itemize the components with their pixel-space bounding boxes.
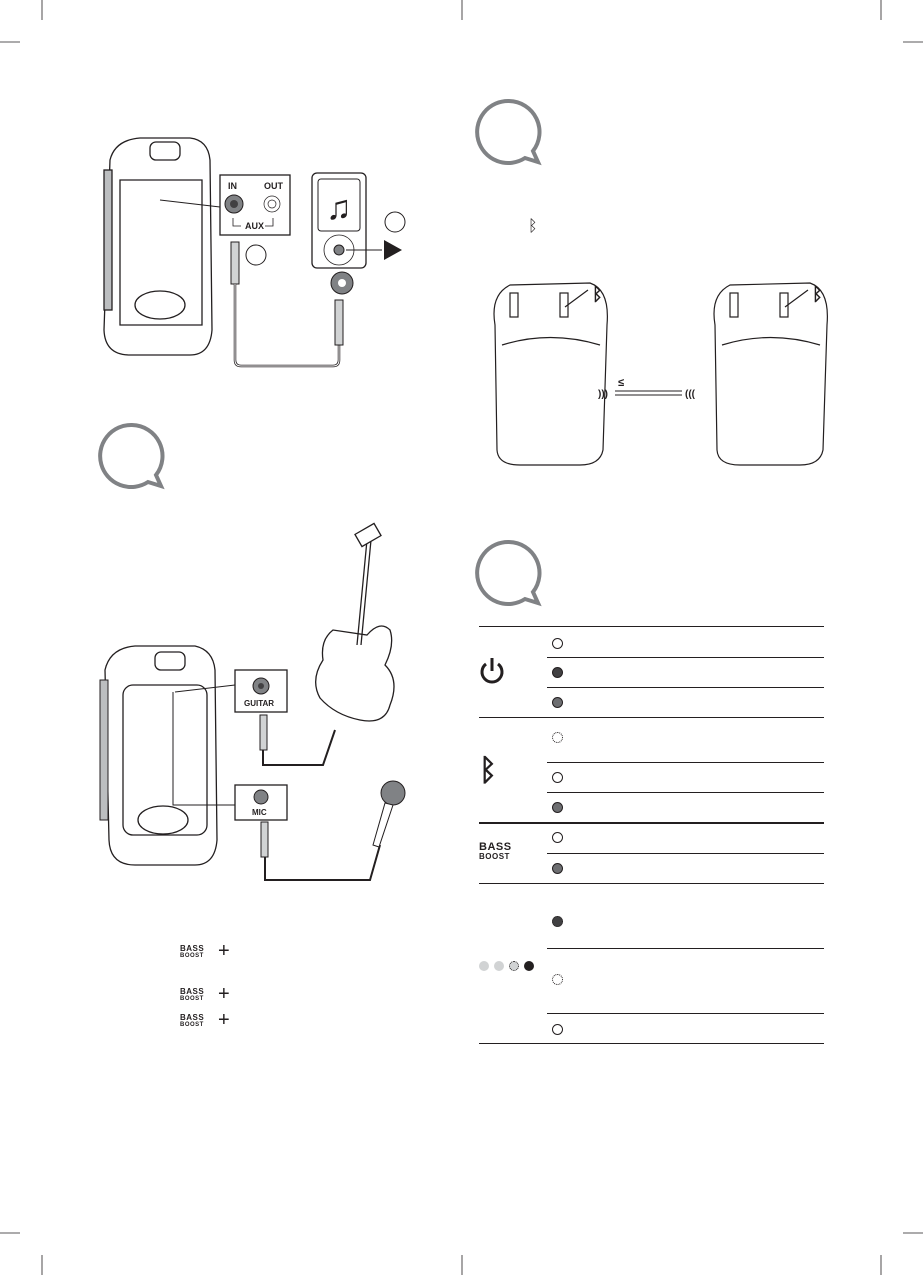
led-flashing-icon xyxy=(552,974,563,985)
bass-label: BASS xyxy=(180,944,205,953)
microphone-icon xyxy=(373,781,405,847)
aux-out-label: OUT xyxy=(264,181,283,191)
led-off-icon xyxy=(552,1024,563,1035)
bass-boost-step-3 xyxy=(180,1014,204,1028)
plus-icon: + xyxy=(218,1009,230,1031)
speech-bubble-icon xyxy=(97,421,167,491)
guitar-icon xyxy=(316,523,394,721)
led-dark-icon xyxy=(552,667,563,678)
led-off-icon xyxy=(552,832,563,843)
bass-label: BASS xyxy=(180,1013,205,1022)
boost-label: BOOST xyxy=(180,996,204,1002)
mic-jack-label: MIC xyxy=(252,808,267,817)
led-gray-icon xyxy=(552,863,563,874)
guitar-jack-label: GUITAR xyxy=(244,699,275,708)
aux-connection-illustration xyxy=(90,130,420,380)
bluetooth-icon: ᛒ xyxy=(528,218,538,235)
party-link-illustration xyxy=(480,275,840,470)
music-note-icon: ♫ xyxy=(326,189,352,227)
led-flashing-dark-icon xyxy=(552,916,563,927)
boost-label: BOOST xyxy=(180,1022,204,1028)
bass-label: BASS xyxy=(479,841,512,853)
bass-boost-step-1 xyxy=(180,945,204,959)
led-gray-icon xyxy=(552,697,563,708)
plus-icon: + xyxy=(218,983,230,1005)
aux-label: AUX xyxy=(245,221,265,231)
speech-bubble-icon xyxy=(474,538,544,608)
power-icon xyxy=(479,656,505,686)
boost-label: BOOST xyxy=(479,852,510,861)
signal-waves-icon: ((( xyxy=(685,389,695,400)
led-gray-icon xyxy=(552,802,563,813)
boost-label: BOOST xyxy=(180,953,204,959)
bass-label: BASS xyxy=(180,987,205,996)
speech-bubble-icon xyxy=(474,97,544,167)
signal-waves-icon: ))) xyxy=(598,389,608,400)
speaker-illustration xyxy=(104,138,212,355)
play-icon xyxy=(384,240,402,260)
bass-boost-step-2 xyxy=(180,988,204,1002)
bass-boost-icon xyxy=(479,842,512,861)
led-flashing-icon xyxy=(552,732,563,743)
bluetooth-icon: ᛒ xyxy=(592,284,603,304)
bluetooth-icon: ᛒ xyxy=(812,284,823,304)
battery-dots-icon xyxy=(479,961,534,971)
led-off-icon xyxy=(552,772,563,783)
led-off-icon xyxy=(552,638,563,649)
bluetooth-icon: ᛒ xyxy=(479,754,497,787)
aux-in-label: IN xyxy=(228,181,237,191)
plus-icon: + xyxy=(218,940,230,962)
distance-symbol: ≤ xyxy=(618,377,625,389)
guitar-mic-illustration xyxy=(95,520,425,890)
